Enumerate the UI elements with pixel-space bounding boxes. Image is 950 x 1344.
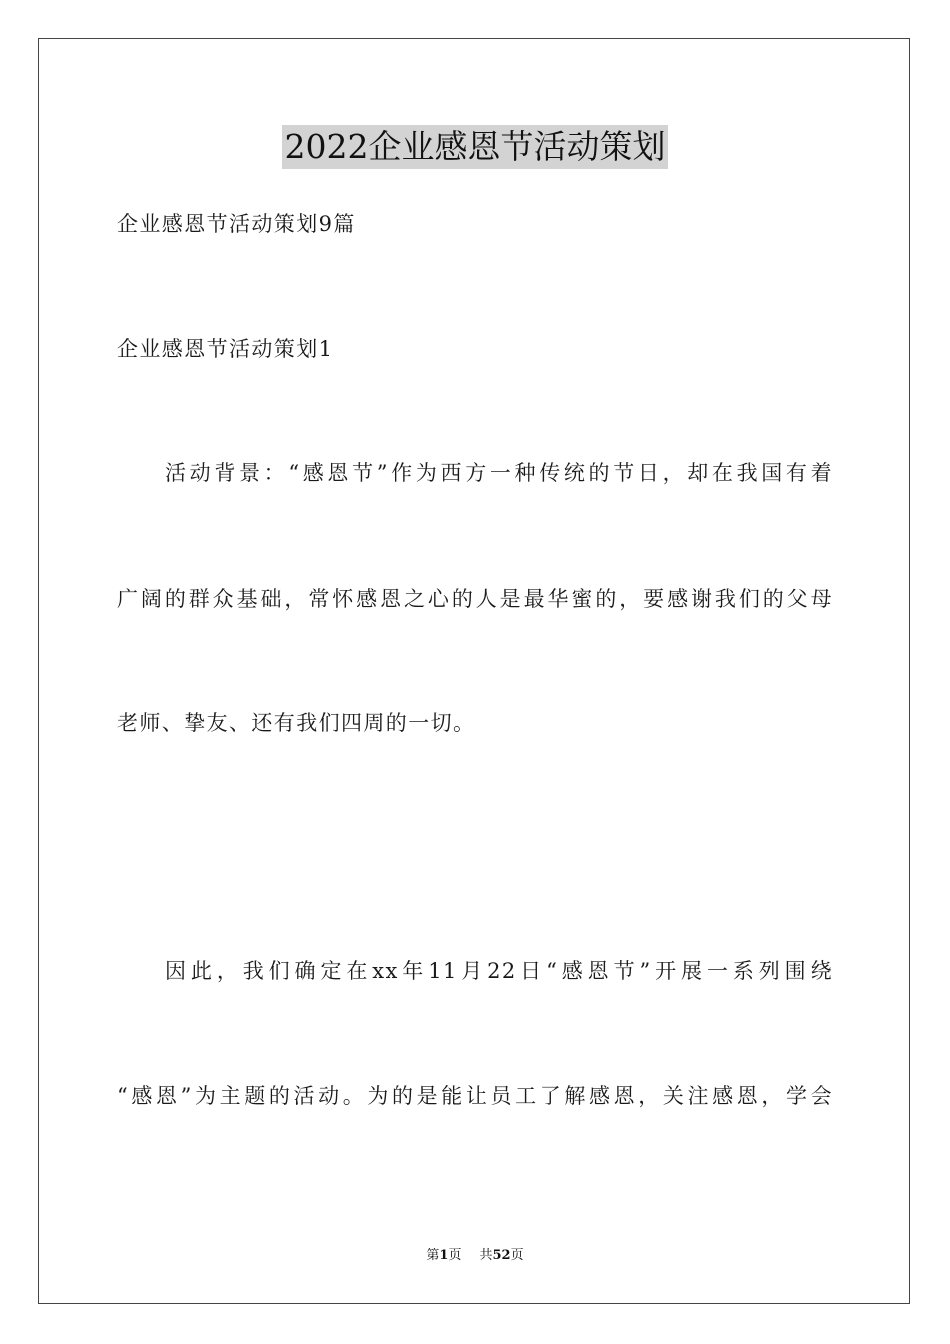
footer-page-prefix: 第: [426, 1248, 440, 1263]
paragraph1-line1: 活动背景：“感恩节”作为西方一种传统的节日，却在我国有着: [165, 461, 833, 485]
page-footer: [0, 1247, 950, 1265]
footer-page-suffix: 页: [448, 1248, 462, 1263]
footer-total-suffix: 页: [510, 1248, 524, 1263]
paragraph2-line2: “感恩”为主题的活动。为的是能让员工了解感恩，关注感恩，学会: [117, 1084, 833, 1108]
paragraph1-line2: 广阔的群众基础，常怀感恩之心的人是最华蜜的，要感谢我们的父母: [117, 587, 833, 611]
document-subtitle: 企业感恩节活动策划9篇: [117, 212, 356, 236]
footer-page-number: 1: [439, 1248, 449, 1263]
footer-total-prefix: 共: [479, 1248, 493, 1263]
title-container: [0, 125, 950, 169]
footer-total-pages: 52: [492, 1248, 511, 1263]
paragraph1-line3: 老师、挚友、还有我们四周的一切。: [117, 711, 476, 735]
paragraph2-line1: 因此，我们确定在xx年11月22日“感恩节”开展一系列围绕: [165, 959, 833, 983]
document-title: 2022企业感恩节活动策划: [282, 125, 669, 169]
section-heading: 企业感恩节活动策划1: [117, 337, 334, 361]
